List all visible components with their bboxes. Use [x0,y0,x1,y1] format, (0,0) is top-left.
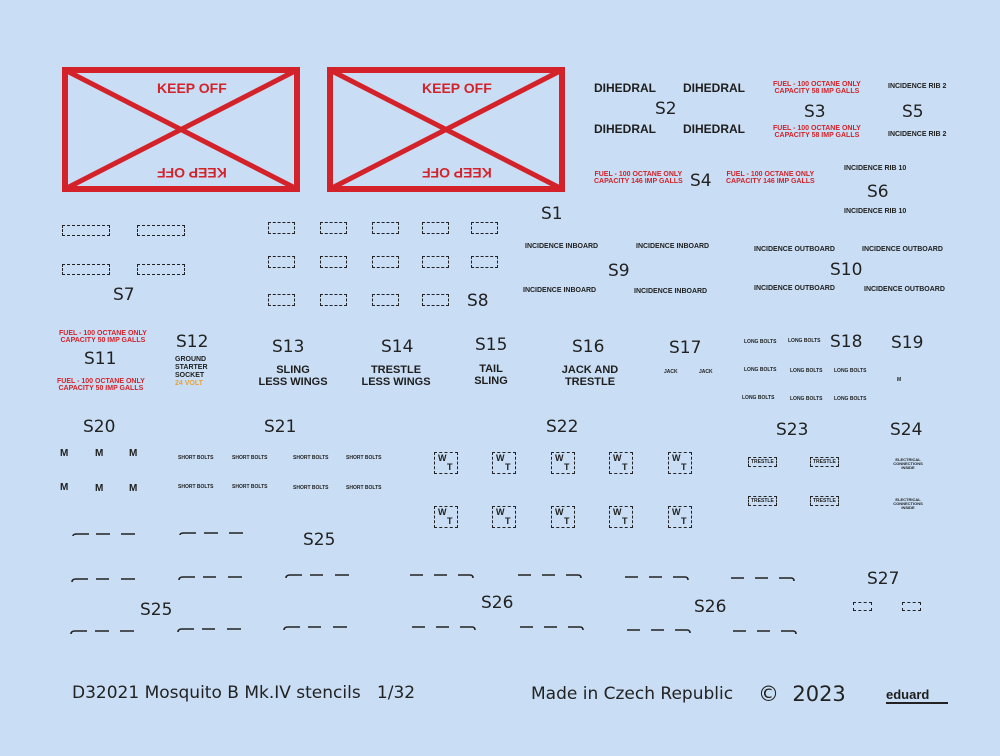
short-bolts-stencil: SHORT BOLTS [178,484,214,490]
short-bolts-stencil: SHORT BOLTS [293,455,329,461]
t-letter: T [622,516,628,526]
w-letter: W [613,507,622,517]
incidence-rib2-stencil: INCIDENCE RIB 2 [888,131,947,138]
label-s20: S20 [83,417,116,437]
test-connection-stencil [62,225,110,236]
long-bolts-stencil: LONG BOLTS [790,396,823,402]
t-letter: T [447,516,453,526]
logo-underline [886,702,948,704]
label-s9: S9 [608,261,630,281]
s19-mark: M [897,377,902,383]
incidence-inboard-stencil: INCIDENCE INBOARD [523,287,597,294]
wt-stencil [668,452,692,474]
long-bolts-stencil: LONG BOLTS [744,367,777,373]
t-letter: T [505,462,511,472]
incidence-inboard-stencil: INCIDENCE INBOARD [525,243,599,250]
sheet-title: D32021 Mosquito B Mk.IV stencils 1/32 [72,683,416,703]
m-stencil: M [129,483,138,494]
wt-stencil [492,452,516,474]
t-letter: T [447,462,453,472]
small-panel-stencil [320,222,347,234]
incidence-outboard-stencil: INCIDENCE OUTBOARD [862,246,943,253]
electrical-line3: INSIDE [901,505,915,511]
dihedral-stencil: DIHEDRAL [683,122,745,136]
fuel-line2: CAPACITY 50 IMP GALLS [60,337,146,345]
trestle-small-stencil: TRESTLE [748,496,777,506]
wt-stencil [609,452,633,474]
small-panel-stencil [268,294,295,306]
ground-starter-stencil [175,356,208,388]
keep-off-text-inverted: KEEP OFF [422,165,492,181]
fuel-line2: CAPACITY 146 IMP GALLS [726,178,815,186]
w-letter: W [438,453,447,463]
t-letter: T [564,516,570,526]
electrical-line1: ELECTRICAL [895,457,921,462]
incidence-inboard-stencil: INCIDENCE INBOARD [634,288,708,295]
m-stencil: M [60,482,69,493]
fuel-line1: FUEL - 100 OCTANE ONLY [773,125,861,132]
starter-line: STARTER [175,364,208,372]
electrical-line3: INSIDE [901,465,915,471]
small-panel-stencil [268,222,295,234]
w-letter: W [555,507,564,517]
label-s2: S2 [655,99,677,119]
w-letter: W [555,453,564,463]
trestle-stencil [358,365,434,388]
tail-sling-stencil [470,364,512,387]
short-bolts-stencil: SHORT BOLTS [346,485,382,491]
ground-line: GROUND [175,356,207,363]
t-letter: T [681,462,687,472]
small-panel-stencil [422,222,449,234]
label-s19: S19 [891,333,924,353]
short-bolts-stencil: SHORT BOLTS [232,455,268,461]
m-stencil: M [129,448,138,459]
label-s6: S6 [867,182,889,202]
long-bolts-stencil: LONG BOLTS [788,338,821,344]
wt-stencil [434,506,458,528]
m-stencil: M [95,483,104,494]
electrical-line2: CONNECTIONS [893,461,923,467]
electrical-stencil [893,498,923,511]
socket-line: SOCKET [175,372,205,380]
electrical-line2: CONNECTIONS [893,501,923,507]
incidence-outboard-stencil: INCIDENCE OUTBOARD [754,285,835,292]
jack-trestle-stencil [558,365,622,388]
label-s1: S1 [541,204,563,224]
incidence-rib10-stencil: INCIDENCE RIB 10 [844,165,907,172]
label-s5: S5 [902,102,924,122]
label-s23: S23 [776,420,809,440]
test-connection-stencil [137,264,185,275]
short-bolts-stencil: SHORT BOLTS [293,485,329,491]
fuel-line2: CAPACITY 50 IMP GALLS [58,385,144,393]
fuel-line1: FUEL - 100 OCTANE ONLY [59,330,147,337]
volt-line: 24 VOLT [175,380,203,388]
label-s24: S24 [890,420,923,440]
dihedral-stencil: DIHEDRAL [594,81,656,95]
trestle-small-stencil: TRESTLE [810,496,839,506]
s27-small-stencil [853,602,872,611]
trestle-small-stencil: TRESTLE [748,457,777,467]
t-letter: T [505,516,511,526]
dihedral-stencil: DIHEDRAL [683,81,745,95]
label-s14: S14 [381,337,414,357]
trestle-line: TRESTLE [564,375,616,388]
trestle-line2: LESS WINGS [361,375,431,388]
label-s13: S13 [272,337,305,357]
trestle-small-stencil: TRESTLE [810,457,839,467]
small-panel-stencil [471,256,498,268]
fuel-line1: FUEL - 100 OCTANE ONLY [57,378,145,385]
fuel-line2: CAPACITY 58 IMP GALLS [774,132,860,140]
small-panel-stencil [471,222,498,234]
fuel-line1: FUEL - 100 OCTANE ONLY [773,81,861,88]
test-connection-stencil [137,225,185,236]
small-panel-stencil [320,294,347,306]
fuel-line1: FUEL - 100 OCTANE ONLY [594,171,683,178]
t-letter: T [681,516,687,526]
label-s26: S26 [481,593,514,613]
made-in: Made in Czech Republic [531,684,734,704]
incidence-rib2-stencil: INCIDENCE RIB 2 [888,83,947,90]
incidence-rib10-stencil: INCIDENCE RIB 10 [844,208,907,215]
fuel-line1: FUEL - 100 OCTANE ONLY [726,171,815,178]
fuel-58-stencil [773,125,861,140]
long-bolts-stencil: LONG BOLTS [790,368,823,374]
sling-line: SLING [474,374,508,387]
label-s22: S22 [546,417,579,437]
keep-off-text: KEEP OFF [422,80,492,96]
sling-line1: SLING [276,364,310,376]
electrical-stencil [893,458,923,471]
short-bolts-stencil: SHORT BOLTS [178,455,214,461]
label-s7: S7 [113,285,135,305]
small-panel-stencil [422,294,449,306]
label-s12: S12 [176,332,209,352]
label-s11: S11 [84,349,117,369]
long-bolts-stencil: LONG BOLTS [744,339,777,345]
s27-small-stencil [902,602,921,611]
wt-stencil [434,452,458,474]
copyright: © 2023 [758,682,846,706]
long-bolts-stencil: LONG BOLTS [834,396,867,402]
incidence-outboard-stencil: INCIDENCE OUTBOARD [864,286,945,293]
w-letter: W [496,507,505,517]
keep-off-text-inverted: KEEP OFF [157,165,227,181]
incidence-inboard-stencil: INCIDENCE INBOARD [636,243,710,250]
keep-off-text: KEEP OFF [157,80,227,96]
small-panel-stencil [268,256,295,268]
label-s4: S4 [690,171,712,191]
jack-stencil: JACK [664,369,678,375]
label-s25: S25 [303,530,336,550]
w-letter: W [672,453,681,463]
wt-stencil [609,506,633,528]
sling-stencil [258,365,328,388]
long-bolts-stencil: LONG BOLTS [834,368,867,374]
jack-stencil: JACK [699,369,713,375]
small-panel-stencil [372,222,399,234]
fuel-146-stencil [594,171,683,186]
eduard-logo: eduard [886,687,930,702]
t-letter: T [564,462,570,472]
wt-stencil [551,452,575,474]
fuel-line2: CAPACITY 146 IMP GALLS [594,178,683,186]
small-panel-stencil [372,256,399,268]
label-s26: S26 [694,597,727,617]
label-s8: S8 [467,291,489,311]
label-s15: S15 [475,335,508,355]
keep-off-panel-right [327,67,565,192]
wt-stencil [668,506,692,528]
w-letter: W [438,507,447,517]
m-stencil: M [60,448,69,459]
trestle-line1: TRESTLE [370,364,422,376]
fuel-line2: CAPACITY 58 IMP GALLS [774,88,860,96]
label-s17: S17 [669,338,702,358]
small-panel-stencil [320,256,347,268]
w-letter: W [672,507,681,517]
sling-line2: LESS WINGS [258,375,328,388]
m-stencil: M [95,448,104,459]
label-s25: S25 [140,600,173,620]
electrical-line1: ELECTRICAL [895,497,921,502]
w-letter: W [613,453,622,463]
t-letter: T [622,462,628,472]
fuel-58-stencil [773,81,861,96]
incidence-outboard-stencil: INCIDENCE OUTBOARD [754,246,835,253]
small-panel-stencil [372,294,399,306]
dihedral-stencil: DIHEDRAL [594,122,656,136]
long-bolts-stencil: LONG BOLTS [742,395,775,401]
label-s27: S27 [867,569,900,589]
short-bolts-stencil: SHORT BOLTS [346,455,382,461]
jack-and-line: JACK AND [561,364,619,376]
wt-stencil [492,506,516,528]
fuel-50-stencil [59,330,147,345]
label-s3: S3 [804,102,826,122]
test-connection-stencil [62,264,110,275]
fuel-50-stencil [57,378,145,393]
label-s10: S10 [830,260,863,280]
label-s16: S16 [572,337,605,357]
keep-off-panel-left [62,67,300,192]
w-letter: W [496,453,505,463]
label-s18: S18 [830,332,863,352]
small-panel-stencil [422,256,449,268]
fuel-146-stencil [726,171,815,186]
wt-stencil [551,506,575,528]
short-bolts-stencil: SHORT BOLTS [232,484,268,490]
label-s21: S21 [264,417,297,437]
tail-line: TAIL [479,363,503,375]
